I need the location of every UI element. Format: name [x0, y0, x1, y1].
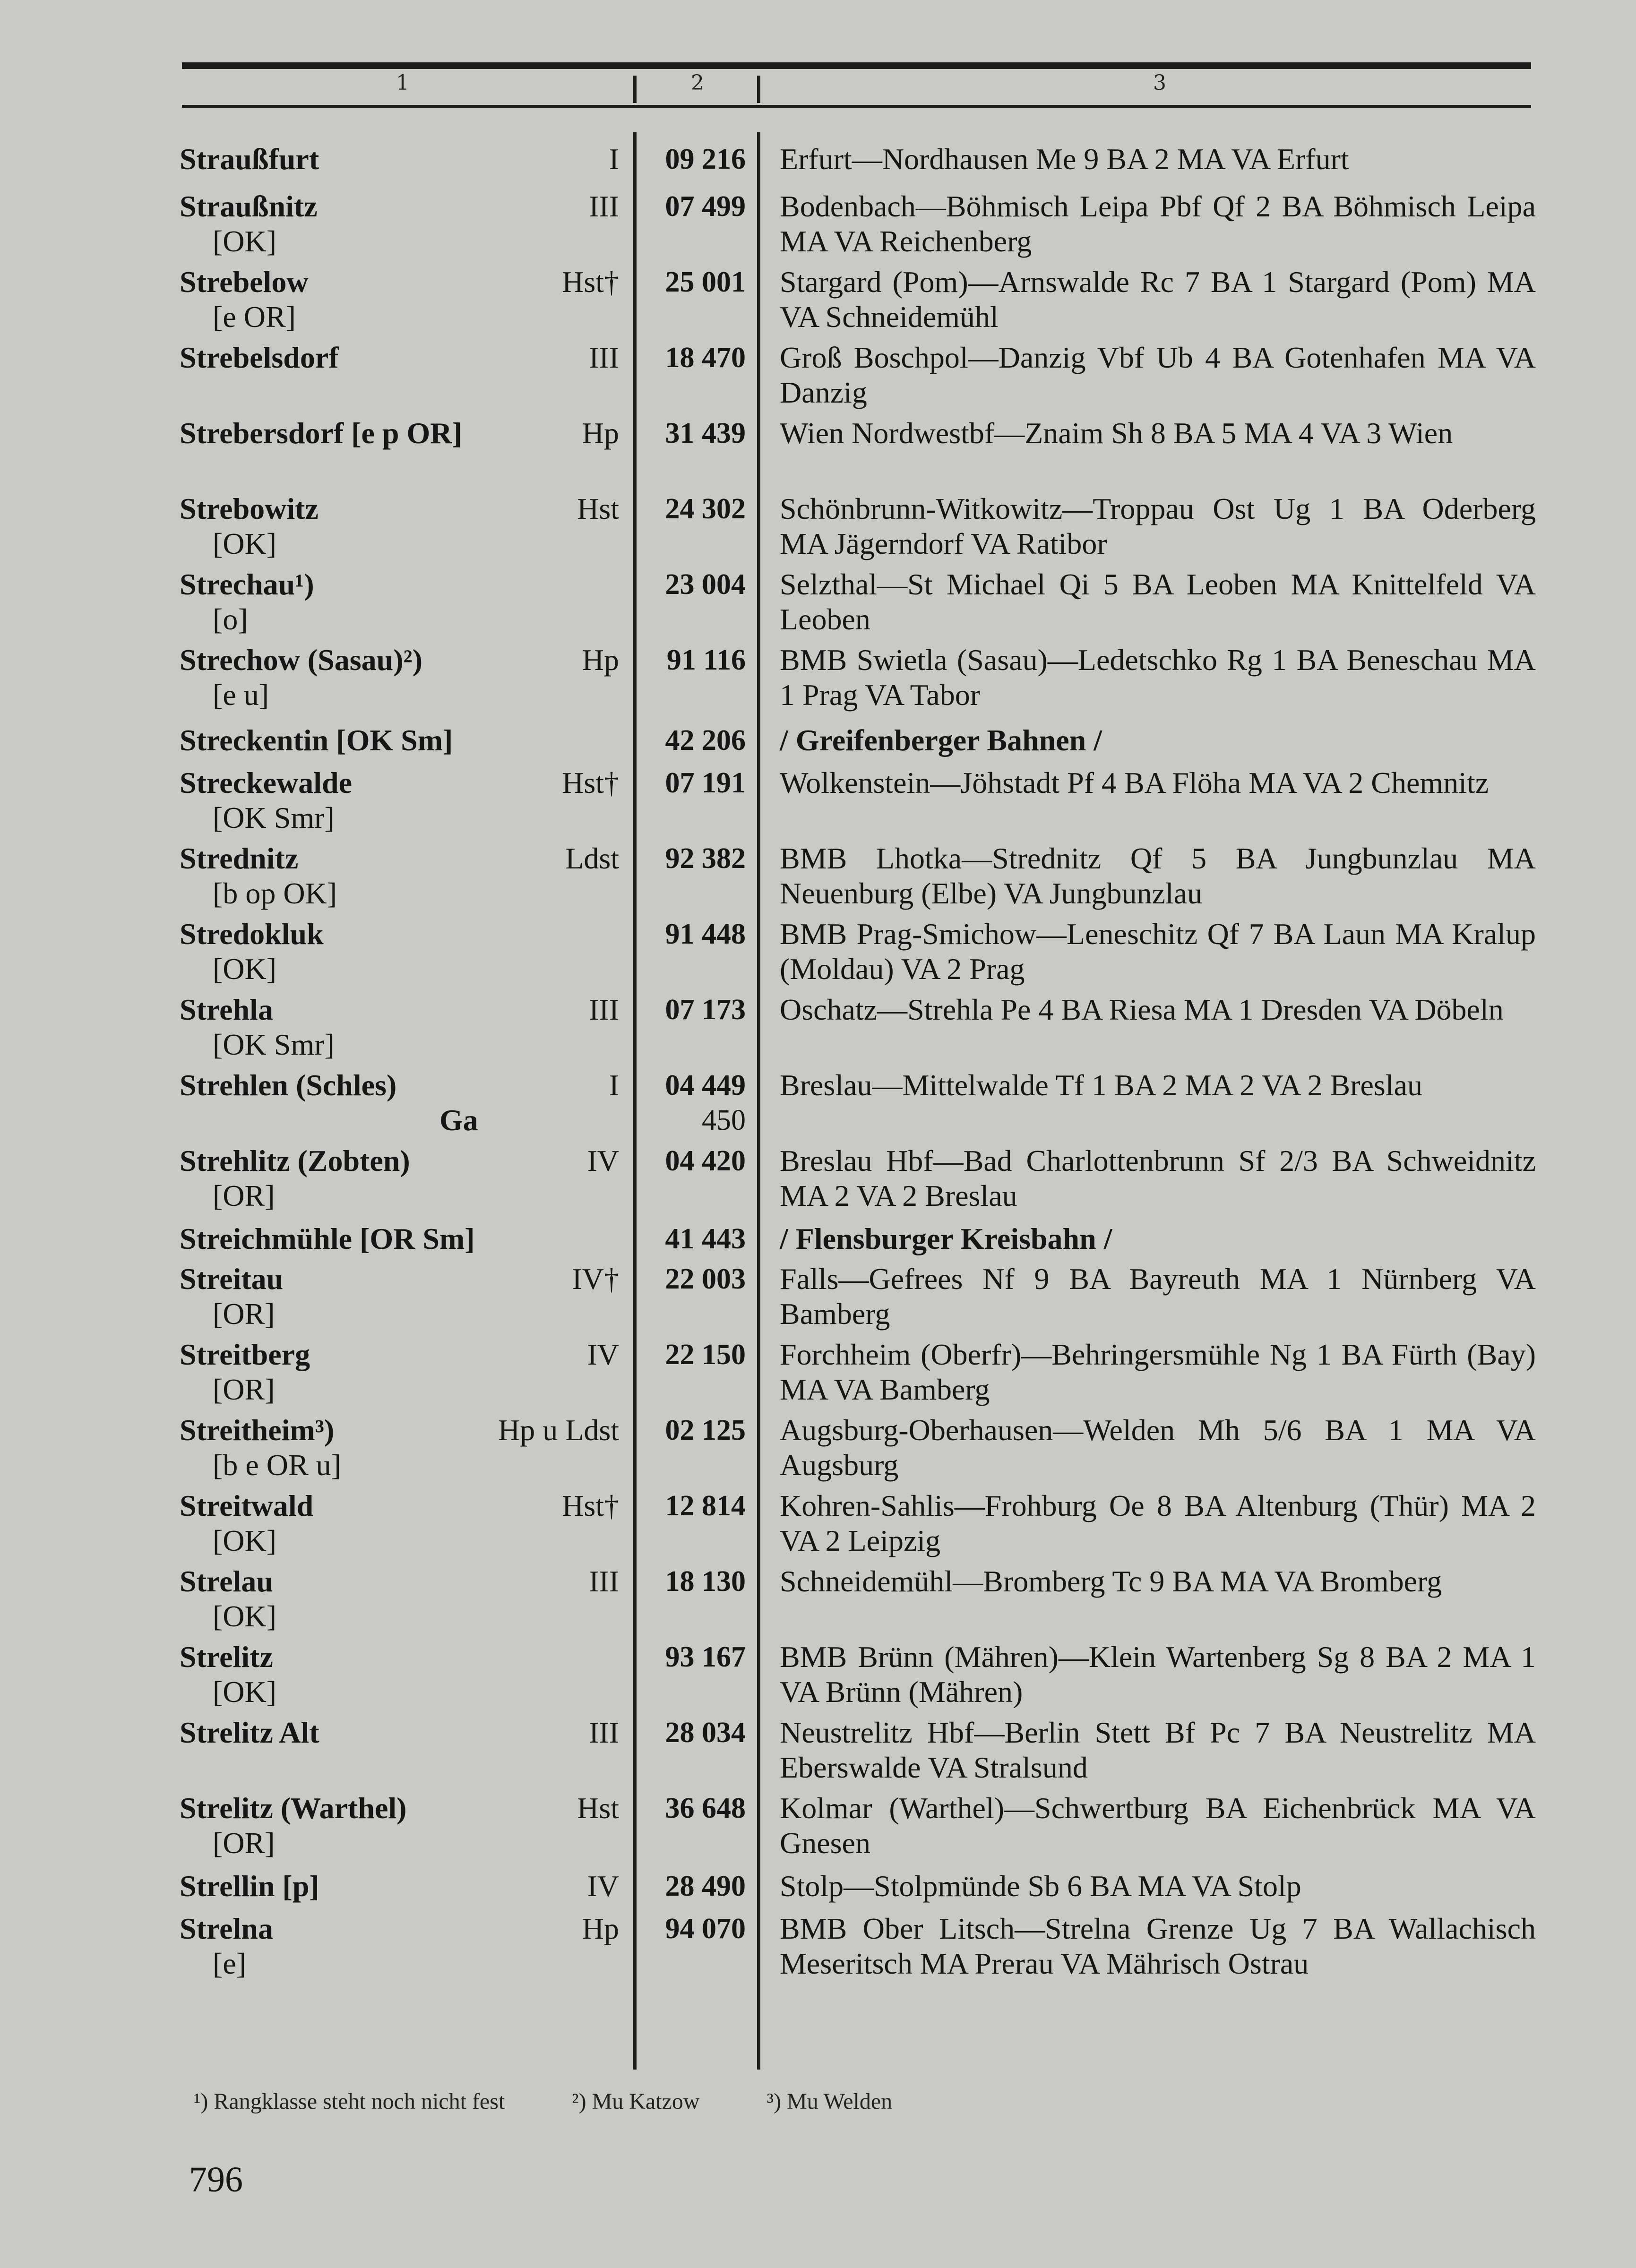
- route-description: / Flensburger Kreisbahn /: [780, 1222, 1112, 1255]
- route-description: Selzthal—St Michael Qi 5 BA Leoben MA Knittelfeld VA Leoben: [780, 567, 1536, 636]
- station-name: Strelau: [180, 1564, 273, 1598]
- station-number: 09 216: [665, 143, 746, 175]
- station-number: 12 814: [665, 1490, 746, 1522]
- route-description: Erfurt—Nordhausen Me 9 BA 2 MA VA Erfurt: [780, 142, 1349, 176]
- header-divider-1: [633, 76, 637, 103]
- station-number: 42 206: [665, 724, 746, 756]
- station-name: Strelitz Alt: [180, 1716, 319, 1749]
- header-divider-2: [757, 76, 760, 103]
- station-note: [OR]: [213, 1179, 275, 1212]
- page-number: 796: [189, 2160, 243, 2199]
- station-number: 91 116: [666, 644, 746, 676]
- station-class: III: [589, 189, 619, 223]
- station-number: 91 448: [665, 918, 746, 950]
- station-name: Strehla: [180, 993, 273, 1026]
- route-description: / Greifenberger Bahnen /: [780, 723, 1102, 757]
- station-number: 41 443: [665, 1223, 746, 1255]
- station-number: 23 004: [665, 568, 746, 601]
- footnote-2: ²) Mu Katzow: [572, 2089, 700, 2114]
- station-name: Streichmühle [OR Sm]: [180, 1222, 475, 1255]
- route-description: Kohren-Sahlis—Frohburg Oe 8 BA Altenburg (Thür) MA 2 VA 2 Leipzig: [780, 1489, 1536, 1557]
- route-description: Oschatz—Strehla Pe 4 BA Riesa MA 1 Dresden VA Döbeln: [780, 993, 1504, 1026]
- route-description: Falls—Gefrees Nf 9 BA Bayreuth MA 1 Nürnberg VA Bamberg: [780, 1262, 1536, 1331]
- station-class: Hst†: [562, 265, 619, 299]
- station-class: I: [609, 1068, 619, 1102]
- station-name: Strechau¹): [180, 567, 314, 601]
- station-name: Streitheim³): [180, 1413, 335, 1447]
- route-description: Stargard (Pom)—Arnswalde Rc 7 BA 1 Stargard (Pom) MA VA Schneidemühl: [780, 265, 1536, 334]
- station-name: Strelitz (Warthel): [180, 1791, 407, 1825]
- station-class: IV: [587, 1869, 619, 1903]
- station-class: Hp: [582, 416, 619, 450]
- station-note: [OR]: [213, 1297, 275, 1331]
- station-name: Streitwald: [180, 1489, 314, 1522]
- station-class: IV: [587, 1338, 619, 1371]
- route-description: Schönbrunn-Witkowitz—Troppau Ost Ug 1 BA Oderberg MA Jägerndorf VA Ratibor: [780, 492, 1536, 560]
- route-description: Augsburg-Oberhausen—Welden Mh 5/6 BA 1 MA VA Augsburg: [780, 1413, 1536, 1482]
- station-class: I: [609, 142, 619, 176]
- station-name: Strebelow: [180, 265, 309, 299]
- station-number: 28 490: [665, 1870, 746, 1902]
- column-divider-2: [757, 132, 760, 2070]
- station-number: 92 382: [665, 842, 746, 875]
- station-number: 07 173: [665, 994, 746, 1026]
- column-header-1: 1: [396, 71, 409, 95]
- station-number: 94 070: [665, 1913, 746, 1945]
- column-divider-1: [633, 132, 637, 2070]
- route-description: BMB Lhotka—Strednitz Qf 5 BA Jungbunzlau MA Neuenburg (Elbe) VA Jungbunzlau: [780, 842, 1536, 910]
- route-description: Stolp—Stolpmünde Sb 6 BA MA VA Stolp: [780, 1869, 1301, 1903]
- station-number: 04 449: [665, 1069, 746, 1101]
- station-note: [OK]: [213, 952, 277, 986]
- station-class: Hst: [577, 492, 619, 525]
- station-note: [OK]: [213, 1675, 277, 1709]
- station-number: 04 420: [665, 1145, 746, 1177]
- station-class: IV†: [572, 1262, 619, 1296]
- station-class: Hst†: [562, 766, 619, 799]
- route-description: BMB Swietla (Sasau)—Ledetschko Rg 1 BA Beneschau MA 1 Prag VA Tabor: [780, 643, 1536, 712]
- station-name: Strebersdorf [e p OR]: [180, 416, 462, 450]
- station-note: [OK]: [213, 527, 277, 560]
- station-note: [OK]: [213, 224, 277, 258]
- station-number-extra: 450: [702, 1104, 746, 1136]
- station-name: Straußfurt: [180, 142, 319, 176]
- station-name: Streckewalde: [180, 766, 352, 799]
- station-name: Strelna: [180, 1912, 273, 1945]
- station-note: [o]: [213, 602, 248, 636]
- station-class: Hst†: [562, 1489, 619, 1522]
- route-description: Wien Nordwestbf—Znaim Sh 8 BA 5 MA 4 VA 3 Wien: [780, 416, 1453, 450]
- route-description: Breslau Hbf—Bad Charlottenbrunn Sf 2/3 BA Schweidnitz MA 2 VA 2 Breslau: [780, 1144, 1536, 1212]
- station-class: III: [589, 1564, 619, 1598]
- station-note: [OR]: [213, 1373, 275, 1406]
- station-number: 22 003: [665, 1263, 746, 1295]
- station-name: Strebowitz: [180, 492, 319, 525]
- station-number: 36 648: [665, 1792, 746, 1824]
- route-description: Wolkenstein—Jöhstadt Pf 4 BA Flöha MA VA 2 Chemnitz: [780, 766, 1489, 799]
- column-header-2: 2: [691, 71, 704, 95]
- station-note: [e OR]: [213, 300, 296, 334]
- route-description: Forchheim (Oberfr)—Behringersmühle Ng 1 BA Fürth (Bay) MA VA Bamberg: [780, 1338, 1536, 1406]
- station-number: 28 034: [665, 1717, 746, 1749]
- station-class: Hp: [582, 1912, 619, 1945]
- column-header-3: 3: [1153, 71, 1166, 95]
- station-name: Streckentin [OK Sm]: [180, 723, 453, 757]
- station-name: Strelitz: [180, 1640, 273, 1674]
- station-class: III: [589, 993, 619, 1026]
- station-number: 22 150: [665, 1339, 746, 1371]
- station-class: Hp: [582, 643, 619, 677]
- station-name: Stredokluk: [180, 917, 324, 951]
- route-description: Breslau—Mittelwalde Tf 1 BA 2 MA 2 VA 2 Breslau: [780, 1068, 1422, 1102]
- route-description: BMB Ober Litsch—Strelna Grenze Ug 7 BA Wallachisch Meseritsch MA Prerau VA Mährisch Ostrau: [780, 1912, 1536, 1980]
- footnotes: [194, 2088, 954, 2114]
- station-number: 02 125: [665, 1414, 746, 1446]
- station-class: III: [589, 341, 619, 374]
- station-name: Strebelsdorf: [180, 341, 339, 374]
- route-description: Neustrelitz Hbf—Berlin Stett Bf Pc 7 BA Neustrelitz MA Eberswalde VA Stralsund: [780, 1716, 1536, 1784]
- station-note: [e]: [213, 1947, 247, 1980]
- station-note: [b e OR u]: [213, 1448, 341, 1482]
- station-number: 93 167: [665, 1641, 746, 1673]
- station-number: 31 439: [665, 417, 746, 449]
- route-description: BMB Brünn (Mähren)—Klein Wartenberg Sg 8 BA 2 MA 1 VA Brünn (Mähren): [780, 1640, 1536, 1709]
- route-description: BMB Prag-Smichow—Leneschitz Qf 7 BA Laun MA Kralup (Moldau) VA 2 Prag: [780, 917, 1536, 986]
- station-name: Strehlen (Schles): [180, 1068, 397, 1102]
- header-top-rule: [182, 62, 1531, 69]
- route-description: Groß Boschpol—Danzig Vbf Ub 4 BA Gotenhafen MA VA Danzig: [780, 341, 1536, 409]
- station-note: [OK Smr]: [213, 801, 335, 834]
- footnote-3: ³) Mu Welden: [766, 2089, 893, 2114]
- footnote-1: ¹) Rangklasse steht noch nicht fest: [194, 2089, 505, 2114]
- station-number: 18 130: [665, 1565, 746, 1598]
- station-class: IV: [587, 1144, 619, 1177]
- station-note: [OK]: [213, 1599, 277, 1633]
- route-description: Bodenbach—Böhmisch Leipa Pbf Qf 2 BA Böhmisch Leipa MA VA Reichenberg: [780, 189, 1536, 258]
- station-note: [OR]: [213, 1826, 275, 1860]
- station-class: Hst: [577, 1791, 619, 1825]
- station-note: Ga: [439, 1103, 478, 1137]
- station-name: Straußnitz: [180, 189, 318, 223]
- station-note: [b op OK]: [213, 876, 337, 910]
- station-name: Strechow (Sasau)²): [180, 643, 422, 677]
- station-note: [OK Smr]: [213, 1028, 335, 1061]
- station-number: 24 302: [665, 493, 746, 525]
- route-description: Schneidemühl—Bromberg Tc 9 BA MA VA Bromberg: [780, 1564, 1442, 1598]
- station-number: 07 499: [665, 190, 746, 223]
- station-note: [OK]: [213, 1524, 277, 1557]
- station-number: 25 001: [665, 266, 746, 298]
- station-note: [e u]: [213, 678, 269, 712]
- station-name: Strednitz: [180, 842, 299, 875]
- station-class: III: [589, 1716, 619, 1749]
- route-description: Kolmar (Warthel)—Schwertburg BA Eichenbrück MA VA Gnesen: [780, 1791, 1536, 1860]
- station-class: Ldst: [565, 842, 619, 875]
- station-name: Streitberg: [180, 1338, 310, 1371]
- station-name: Strellin [p]: [180, 1869, 319, 1903]
- station-name: Streitau: [180, 1262, 284, 1296]
- header-bottom-rule: [182, 105, 1531, 108]
- station-name: Strehlitz (Zobten): [180, 1144, 410, 1177]
- station-class: Hp u Ldst: [498, 1413, 619, 1447]
- station-number: 18 470: [665, 342, 746, 374]
- station-number: 07 191: [665, 767, 746, 799]
